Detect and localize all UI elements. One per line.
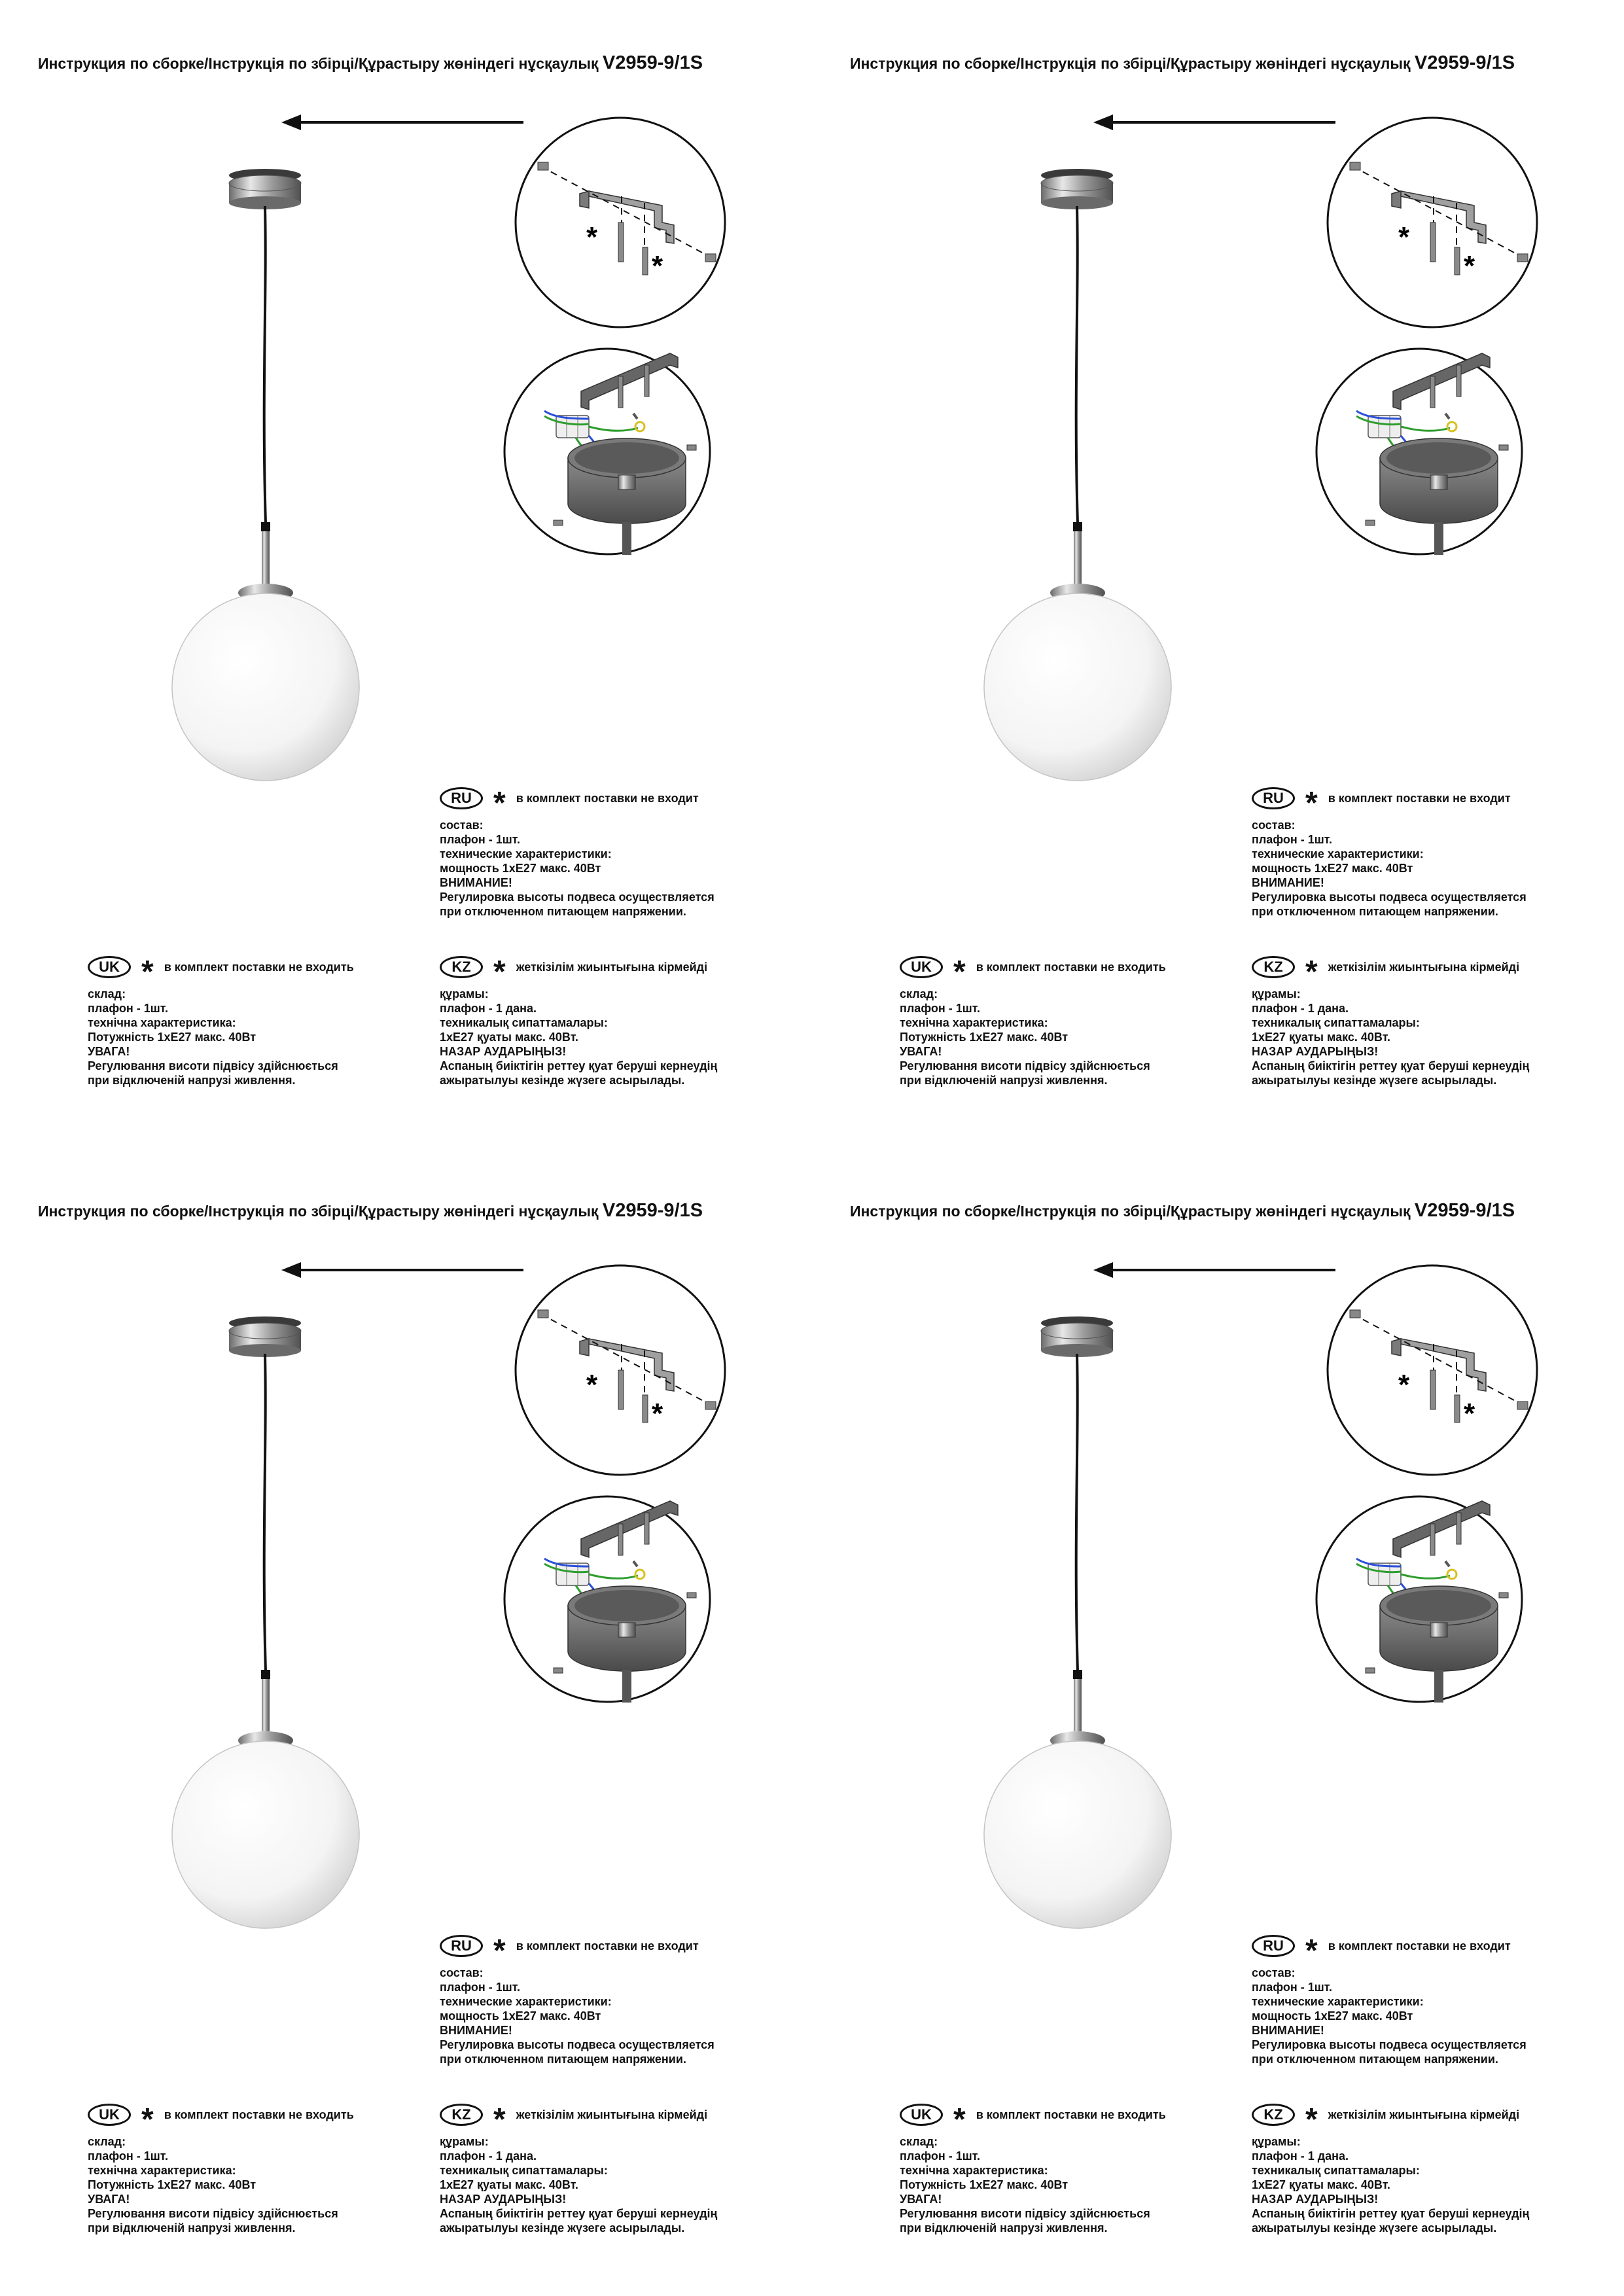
kz-specs-label: техникалық сипаттамалары:	[440, 1016, 608, 1029]
ru-badge: RU	[1252, 1935, 1295, 1957]
uk-composition-label: склад:	[88, 2135, 126, 2148]
title-text: Инструкция по сборке/Інструкція по збірці/Құрастыру жөніндегі нұсқаулық	[38, 55, 599, 72]
kz-not-included: жеткізілім жиынтығына кірмейді	[516, 961, 708, 974]
title-text: Инструкция по сборке/Інструкція по збірці/Құрастыру жөніндегі нұсқаулық	[38, 1203, 599, 1220]
bracket-detail-icon	[516, 1265, 725, 1475]
ru-not-included: в комплект поставки не входит	[1328, 792, 1511, 805]
asterisk-right: *	[1464, 1398, 1475, 1430]
uk-warning-label: УВАГА!	[900, 2193, 942, 2206]
kz-badge: KZ	[1252, 2104, 1295, 2126]
uk-specs-label: технічна характеристика:	[900, 2164, 1048, 2177]
kz-specs-label: техникалық сипаттамалары:	[440, 2164, 608, 2177]
asterisk-right: *	[1464, 250, 1475, 282]
asterisk-icon: *	[493, 1934, 506, 1968]
uk-composition-label: склад:	[900, 987, 938, 1000]
ru-specs-label: технические характеристики:	[440, 1995, 612, 2008]
asterisk-icon: *	[1305, 786, 1318, 821]
ru-composition-value: плафон - 1шт.	[440, 1981, 520, 1994]
uk-badge: UK	[88, 956, 131, 978]
kz-specs-value: 1xE27 қуаты макс. 40Вт.	[1252, 1031, 1390, 1044]
asterisk-left: *	[1398, 1369, 1410, 1401]
ru-section	[1252, 1933, 1527, 2066]
uk-warning-line1: Регулювання висоти підвісу здійснюється	[88, 2207, 338, 2220]
uk-specs-label: технічна характеристика:	[900, 1016, 1048, 1029]
ru-section	[440, 785, 715, 919]
kz-warning-label: НАЗАР АУДАРЫҢЫЗ!	[1252, 2193, 1379, 2206]
uk-specs-label: технічна характеристика:	[88, 2164, 236, 2177]
instruction-panel	[812, 0, 1624, 1148]
kz-specs-label: техникалық сипаттамалары:	[1252, 2164, 1420, 2177]
ru-composition-value: плафон - 1шт.	[440, 833, 520, 846]
ru-not-included: в комплект поставки не входит	[1328, 1939, 1511, 1952]
kz-section	[1252, 954, 1529, 1087]
uk-specs-value: Потужність 1xE27 макс. 40Вт	[900, 2178, 1068, 2191]
model-code: V2959-9/1S	[602, 52, 703, 73]
asterisk-icon: *	[493, 786, 506, 821]
ru-specs-label: технические характеристики:	[440, 847, 612, 860]
uk-warning-line2: при відключеній напрузі живлення.	[900, 1074, 1108, 1087]
left-arrow-icon	[1093, 1262, 1335, 1278]
ru-warning-line1: Регулировка высоты подвеса осуществляется	[440, 2038, 715, 2051]
canopy-wiring-detail-icon	[1316, 349, 1522, 555]
ru-warning-label: ВНИМАНИЕ!	[1252, 2024, 1324, 2037]
kz-warning-line2: ажыратылуы кезінде жүзеге асырылады.	[1252, 1074, 1497, 1087]
asterisk-icon: *	[141, 955, 154, 989]
ru-warning-line1: Регулировка высоты подвеса осуществляется	[1252, 2038, 1527, 2051]
bracket-detail-icon	[516, 118, 725, 327]
ru-specs-label: технические характеристики:	[1252, 1995, 1424, 2008]
kz-warning-label: НАЗАР АУДАРЫҢЫЗ!	[1252, 1045, 1379, 1058]
kz-specs-value: 1xE27 қуаты макс. 40Вт.	[440, 1031, 578, 1044]
uk-not-included: в комплект поставки не входить	[976, 2108, 1166, 2121]
kz-warning-line1: Аспаның биіктігін реттеу қуат беруші кернеудің	[1252, 1059, 1530, 1072]
asterisk-icon: *	[141, 2102, 154, 2137]
kz-composition-label: құрамы:	[440, 987, 489, 1000]
asterisk-icon: *	[953, 955, 966, 989]
instruction-panel	[812, 1148, 1624, 2295]
asterisk-icon: *	[493, 955, 506, 989]
canopy-wiring-detail-icon	[1316, 1496, 1522, 1703]
ru-specs-value: мощность 1xE27 макс. 40Вт	[1252, 2009, 1413, 2022]
kz-warning-label: НАЗАР АУДАРЫҢЫЗ!	[440, 1045, 567, 1058]
left-arrow-icon	[1093, 115, 1335, 130]
kz-warning-line1: Аспаның биіктігін реттеу қуат беруші кернеудің	[1252, 2207, 1530, 2220]
asterisk-right: *	[652, 1398, 663, 1430]
ru-specs-value: мощность 1xE27 макс. 40Вт	[440, 2009, 601, 2022]
ru-badge: RU	[440, 1935, 483, 1957]
ru-composition-label: состав:	[440, 819, 484, 832]
ru-section	[1252, 785, 1527, 919]
uk-not-included: в комплект поставки не входить	[164, 961, 354, 974]
uk-composition-value: плафон - 1шт.	[900, 2149, 980, 2163]
title-text: Инструкция по сборке/Інструкція по збірці/Құрастыру жөніндегі нұсқаулық	[850, 55, 1411, 72]
kz-badge: KZ	[440, 2104, 483, 2126]
uk-not-included: в комплект поставки не входить	[976, 961, 1166, 974]
kz-section	[1252, 2102, 1529, 2235]
ru-specs-value: мощность 1xE27 макс. 40Вт	[440, 862, 601, 875]
pendant-lamp-illustration	[172, 169, 359, 781]
kz-composition-value: плафон - 1 дана.	[1252, 1002, 1349, 1015]
asterisk-icon: *	[953, 2102, 966, 2137]
kz-warning-line1: Аспаның биіктігін реттеу қуат беруші кернеудің	[440, 2207, 718, 2220]
ru-composition-label: состав:	[1252, 1966, 1296, 1979]
uk-composition-label: склад:	[88, 987, 126, 1000]
uk-badge: UK	[900, 956, 943, 978]
ru-warning-label: ВНИМАНИЕ!	[440, 876, 512, 889]
kz-warning-line1: Аспаның биіктігін реттеу қуат беруші кернеудің	[440, 1059, 718, 1072]
bracket-detail-icon	[1328, 118, 1537, 327]
ru-warning-label: ВНИМАНИЕ!	[1252, 876, 1324, 889]
uk-warning-line2: при відключеній напрузі живлення.	[88, 2221, 296, 2234]
asterisk-icon: *	[493, 2102, 506, 2137]
ru-warning-label: ВНИМАНИЕ!	[440, 2024, 512, 2037]
kz-badge: KZ	[1252, 956, 1295, 978]
canopy-wiring-detail-icon	[504, 349, 710, 555]
uk-composition-label: склад:	[900, 2135, 938, 2148]
uk-warning-label: УВАГА!	[900, 1045, 942, 1058]
uk-warning-line1: Регулювання висоти підвісу здійснюється	[88, 1059, 338, 1072]
model-code: V2959-9/1S	[1414, 52, 1515, 73]
pendant-lamp-illustration	[984, 1316, 1171, 1928]
ru-warning-line2: при отключенном питающем напряжении.	[1252, 905, 1498, 918]
kz-warning-label: НАЗАР АУДАРЫҢЫЗ!	[440, 2193, 567, 2206]
uk-warning-label: УВАГА!	[88, 1045, 130, 1058]
uk-specs-value: Потужність 1xE27 макс. 40Вт	[88, 1031, 256, 1044]
uk-warning-line2: при відключеній напрузі живлення.	[900, 2221, 1108, 2234]
left-arrow-icon	[281, 1262, 523, 1278]
uk-specs-value: Потужність 1xE27 макс. 40Вт	[88, 2178, 256, 2191]
kz-composition-label: құрамы:	[440, 2135, 489, 2148]
pendant-lamp-illustration	[172, 1316, 359, 1928]
kz-composition-value: плафон - 1 дана.	[1252, 2149, 1349, 2163]
kz-specs-value: 1xE27 қуаты макс. 40Вт.	[440, 2178, 578, 2191]
uk-specs-value: Потужність 1xE27 макс. 40Вт	[900, 1031, 1068, 1044]
instruction-panel	[0, 1148, 812, 2295]
kz-composition-value: плафон - 1 дана.	[440, 2149, 537, 2163]
kz-warning-line2: ажыратылуы кезінде жүзеге асырылады.	[1252, 2221, 1497, 2234]
asterisk-icon: *	[1305, 2102, 1318, 2137]
kz-badge: KZ	[440, 956, 483, 978]
ru-specs-label: технические характеристики:	[1252, 847, 1424, 860]
ru-composition-label: состав:	[1252, 819, 1296, 832]
uk-specs-label: технічна характеристика:	[88, 1016, 236, 1029]
uk-section	[88, 2102, 354, 2235]
ru-not-included: в комплект поставки не входит	[516, 1939, 699, 1952]
kz-not-included: жеткізілім жиынтығына кірмейді	[1328, 961, 1520, 974]
kz-composition-label: құрамы:	[1252, 987, 1301, 1000]
ru-specs-value: мощность 1xE27 макс. 40Вт	[1252, 862, 1413, 875]
asterisk-icon: *	[1305, 955, 1318, 989]
kz-specs-value: 1xE27 қуаты макс. 40Вт.	[1252, 2178, 1390, 2191]
ru-composition-value: плафон - 1шт.	[1252, 1981, 1332, 1994]
uk-section	[900, 2102, 1166, 2235]
instruction-panel	[0, 0, 812, 1148]
kz-not-included: жеткізілім жиынтығына кірмейді	[516, 2108, 708, 2121]
model-code: V2959-9/1S	[602, 1200, 703, 1221]
uk-warning-label: УВАГА!	[88, 2193, 130, 2206]
uk-warning-line1: Регулювання висоти підвісу здійснюється	[900, 1059, 1150, 1072]
uk-composition-value: плафон - 1шт.	[88, 1002, 168, 1015]
uk-badge: UK	[88, 2104, 131, 2126]
asterisk-left: *	[586, 221, 598, 253]
ru-not-included: в комплект поставки не входит	[516, 792, 699, 805]
uk-warning-line1: Регулювання висоти підвісу здійснюється	[900, 2207, 1150, 2220]
uk-section	[88, 954, 354, 1087]
kz-warning-line2: ажыратылуы кезінде жүзеге асырылады.	[440, 2221, 685, 2234]
title-text: Инструкция по сборке/Інструкція по збірці/Құрастыру жөніндегі нұсқаулық	[850, 1203, 1411, 1220]
asterisk-right: *	[652, 250, 663, 282]
ru-composition-value: плафон - 1шт.	[1252, 833, 1332, 846]
kz-composition-label: құрамы:	[1252, 2135, 1301, 2148]
ru-warning-line2: при отключенном питающем напряжении.	[1252, 2053, 1498, 2066]
pendant-lamp-illustration	[984, 169, 1171, 781]
ru-badge: RU	[440, 787, 483, 809]
uk-composition-value: плафон - 1шт.	[900, 1002, 980, 1015]
uk-not-included: в комплект поставки не входить	[164, 2108, 354, 2121]
uk-badge: UK	[900, 2104, 943, 2126]
asterisk-left: *	[586, 1369, 598, 1401]
uk-composition-value: плафон - 1шт.	[88, 2149, 168, 2163]
uk-warning-line2: при відключеній напрузі живлення.	[88, 1074, 296, 1087]
uk-section	[900, 954, 1166, 1087]
kz-warning-line2: ажыратылуы кезінде жүзеге асырылады.	[440, 1074, 685, 1087]
ru-badge: RU	[1252, 787, 1295, 809]
kz-not-included: жеткізілім жиынтығына кірмейді	[1328, 2108, 1520, 2121]
asterisk-icon: *	[1305, 1934, 1318, 1968]
left-arrow-icon	[281, 115, 523, 130]
ru-warning-line2: при отключенном питающем напряжении.	[440, 2053, 686, 2066]
bracket-detail-icon	[1328, 1265, 1537, 1475]
canopy-wiring-detail-icon	[504, 1496, 710, 1703]
ru-section	[440, 1933, 715, 2066]
kz-composition-value: плафон - 1 дана.	[440, 1002, 537, 1015]
kz-section	[440, 954, 717, 1087]
model-code: V2959-9/1S	[1414, 1200, 1515, 1221]
ru-warning-line2: при отключенном питающем напряжении.	[440, 905, 686, 918]
asterisk-left: *	[1398, 221, 1410, 253]
ru-warning-line1: Регулировка высоты подвеса осуществляется	[440, 891, 715, 904]
kz-section	[440, 2102, 717, 2235]
kz-specs-label: техникалық сипаттамалары:	[1252, 1016, 1420, 1029]
ru-composition-label: состав:	[440, 1966, 484, 1979]
ru-warning-line1: Регулировка высоты подвеса осуществляется	[1252, 891, 1527, 904]
